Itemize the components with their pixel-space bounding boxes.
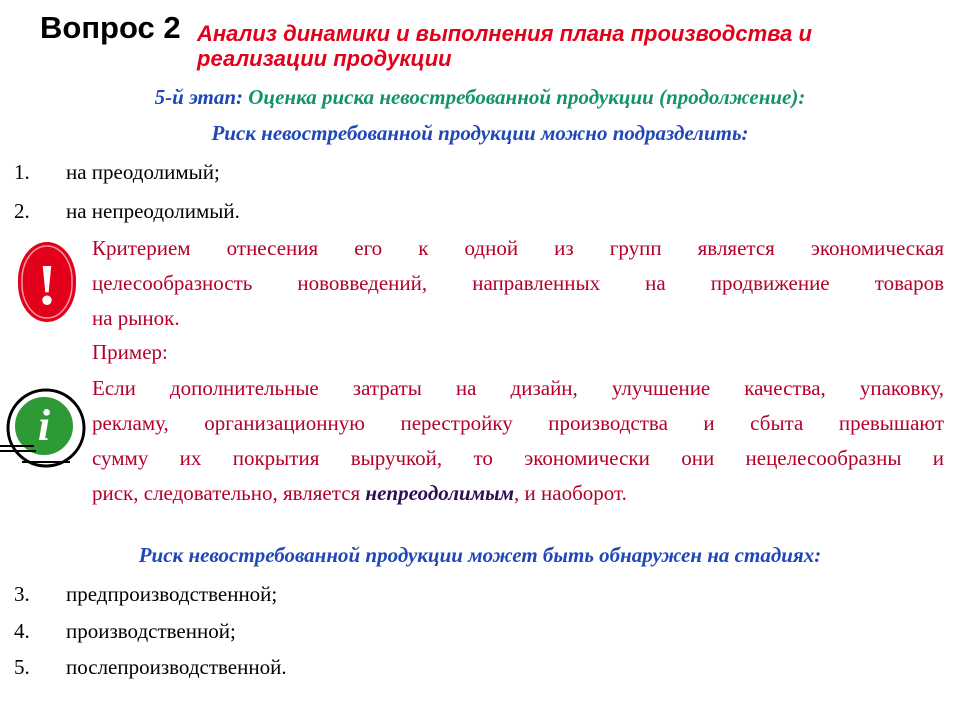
list-item-text: производственной; <box>66 619 236 643</box>
stage-text: Оценка риска невостребованной продукции (продолжение): <box>248 85 806 109</box>
example-line-3: сумму их покрытия выручкой, то экономически они нецелесообразны и <box>92 446 944 470</box>
question-title-line-2: реализации продукции <box>197 46 452 71</box>
question-label: Вопрос 2 <box>40 10 181 45</box>
criterion-paragraph <box>92 231 944 336</box>
criterion-line-3: на рынок. <box>92 306 180 330</box>
list-item-number: 3. <box>14 582 30 606</box>
criterion-line-2: целесообразность нововведений, направленных на продвижение товаров <box>92 271 944 295</box>
list-item-text: предпроизводственной; <box>66 582 278 606</box>
stage-heading <box>0 85 960 110</box>
list-item-number: 1. <box>14 160 30 184</box>
question-title <box>197 21 897 71</box>
risk-division-heading: Риск невостребованной продукции можно подразделить: <box>211 121 749 145</box>
list-item <box>14 199 240 224</box>
example-line-2: рекламу, организационную перестройку производства и сбыта превышают <box>92 411 944 435</box>
list-item-text: послепроизводственной. <box>66 655 287 679</box>
example-line-4 <box>92 476 944 511</box>
list-item <box>14 619 236 644</box>
info-icon <box>0 384 92 468</box>
stages-heading: Риск невостребованной продукции может быть обнаружен на стадиях: <box>138 543 822 567</box>
list-item-number: 5. <box>14 655 30 679</box>
example-paragraph <box>92 371 944 511</box>
example-line-1: Если дополнительные затраты на дизайн, улучшение качества, упаковку, <box>92 376 944 400</box>
list-item <box>14 655 287 680</box>
question-title-line-1: Анализ динамики и выполнения плана производства и <box>197 21 812 46</box>
example-emphasis: непреодолимым <box>365 481 515 505</box>
list-item <box>14 160 220 185</box>
list-item-text: на преодолимый; <box>66 160 220 184</box>
list-item-text: на непреодолимый. <box>66 199 240 223</box>
criterion-line-1: Критерием отнесения его к одной из групп является экономическая <box>92 236 944 260</box>
exclamation-icon <box>16 240 82 324</box>
list-item-number: 4. <box>14 619 30 643</box>
list-item <box>14 582 277 607</box>
info-glyph: i <box>37 401 51 450</box>
example-label: Пример: <box>92 340 168 364</box>
example-line-4-start: риск, следовательно, является <box>92 481 366 505</box>
exclamation-glyph: ! <box>37 252 57 317</box>
list-item-number: 2. <box>14 199 30 223</box>
example-line-4-end: , и наоборот. <box>514 481 627 505</box>
stage-number: 5-й этап: <box>154 85 244 109</box>
